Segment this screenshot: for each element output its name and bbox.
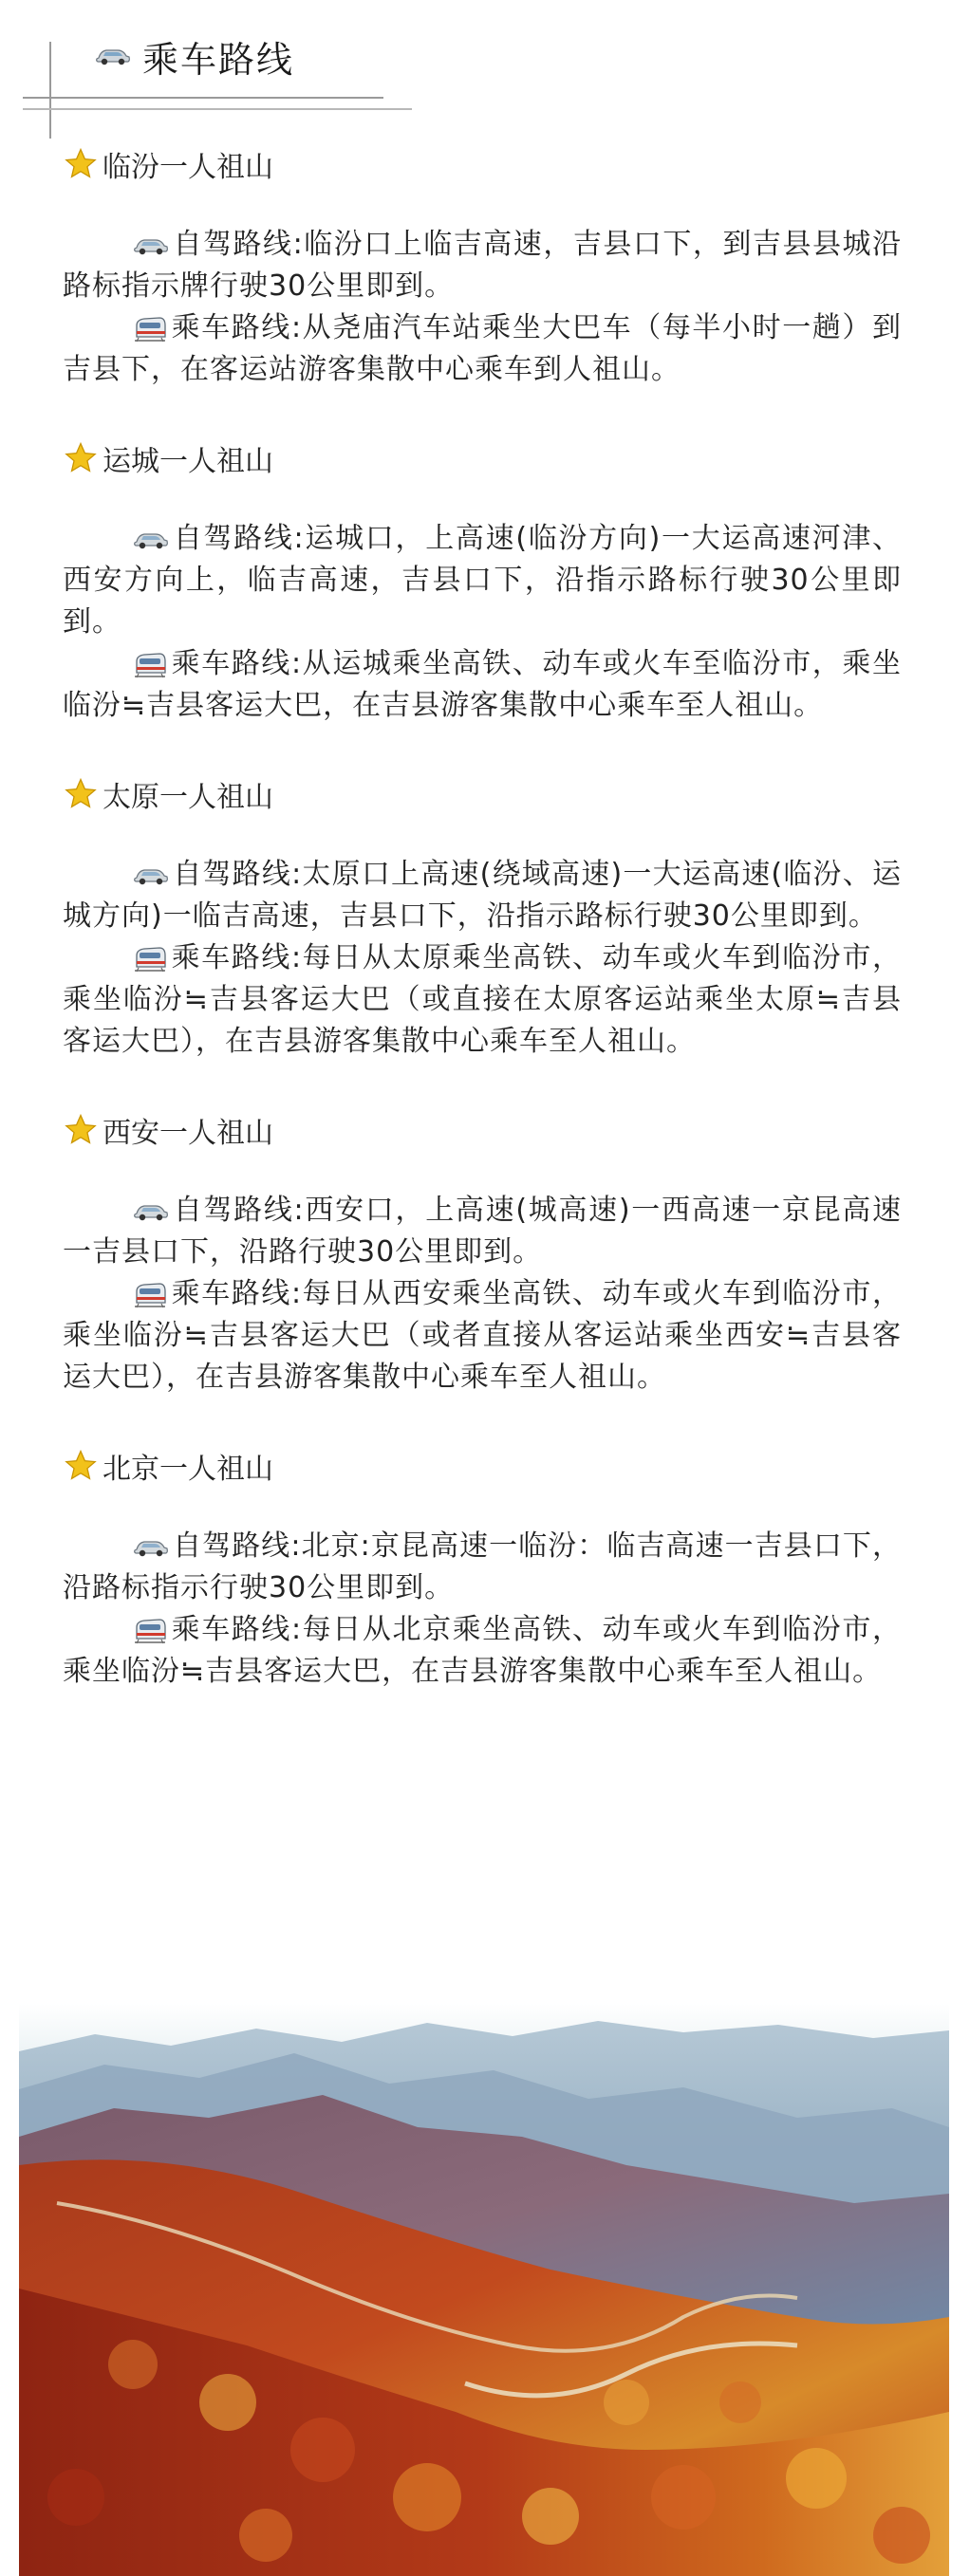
route-section	[63, 436, 902, 727]
section-title: 北京一人祖山	[103, 1453, 273, 1486]
section-heading	[63, 1108, 902, 1152]
drive-route	[63, 1190, 902, 1273]
star-icon	[63, 776, 99, 812]
section-title: 太原一人祖山	[103, 781, 273, 814]
drive-route	[63, 518, 902, 643]
header	[0, 0, 970, 142]
section-heading	[63, 772, 902, 816]
car-icon	[133, 530, 169, 549]
page-title: 乘车路线	[142, 38, 295, 81]
bus-route-text: 乘车路线:每日从西安乘坐高铁、动车或火车到临汾市，乘坐临汾≒吉县客运大巴（或者直接从客运站乘坐西安≒吉县客运大巴），在吉县游客集散中心乘车至人祖山。	[63, 1277, 902, 1394]
car-icon	[133, 236, 169, 255]
header-rule	[23, 97, 383, 99]
train-icon	[133, 648, 167, 682]
car-icon	[133, 1538, 169, 1557]
drive-route-text: 自驾路线:西安口，上高速(城高速)一西高速一京昆高速一吉县口下，沿路行驶30公里即到。	[63, 1194, 902, 1269]
header-rule-lower	[23, 108, 412, 110]
section-heading	[63, 142, 902, 186]
section-heading	[63, 1444, 902, 1488]
bus-route-text: 乘车路线:从尧庙汽车站乘坐大巴车（每半小时一趟）到吉县下，在客运站游客集散中心乘车到人祖山。	[63, 311, 902, 386]
bus-route	[63, 1273, 902, 1399]
star-icon	[63, 1112, 99, 1148]
train-icon	[133, 1278, 167, 1312]
bus-route	[63, 1609, 902, 1693]
car-icon	[133, 866, 169, 885]
drive-route	[63, 1526, 902, 1609]
star-icon	[63, 440, 99, 476]
car-icon	[133, 1202, 169, 1221]
section-heading	[63, 436, 902, 480]
drive-route-text: 自驾路线:北京:京昆高速一临汾：临吉高速一吉县口下，沿路标指示行驶30公里即到。	[63, 1529, 902, 1604]
train-icon	[133, 1614, 167, 1648]
star-icon	[63, 1448, 99, 1484]
drive-route	[63, 854, 902, 937]
header-title-wrap	[95, 32, 294, 80]
autumn-mountain-photo	[19, 2004, 949, 2576]
drive-route-text: 自驾路线:运城口，上高速(临汾方向)一大运高速河津、西安方向上，临吉高速，吉县口下，沿指示路标行驶30公里即到。	[63, 522, 902, 639]
drive-route-text: 自驾路线:太原口上高速(绕域高速)一大运高速(临汾、运城方向)一临吉高速，吉县口下，沿指示路标行驶30公里即到。	[63, 858, 902, 933]
drive-route	[63, 224, 902, 307]
bus-route-text: 乘车路线:每日从北京乘坐高铁、动车或火车到临汾市，乘坐临汾≒吉县客运大巴，在吉县游客集散中心乘车至人祖山。	[63, 1613, 902, 1688]
section-title: 运城一人祖山	[103, 445, 273, 478]
route-section	[63, 1444, 902, 1693]
train-icon	[133, 312, 167, 346]
route-section	[63, 1108, 902, 1399]
drive-route-text: 自驾路线:临汾口上临吉高速，吉县口下，到吉县县城沿路标指示牌行驶30公里即到。	[63, 228, 902, 303]
bus-route	[63, 643, 902, 727]
bus-route	[63, 307, 902, 391]
route-section	[63, 142, 902, 391]
header-vertical-rule	[49, 42, 51, 139]
bus-route	[63, 937, 902, 1063]
star-icon	[63, 146, 99, 182]
train-icon	[133, 942, 167, 976]
car-icon	[95, 46, 131, 65]
route-list	[63, 142, 902, 1693]
section-title: 临汾一人祖山	[103, 151, 273, 184]
bus-route-text: 乘车路线:每日从太原乘坐高铁、动车或火车到临汾市，乘坐临汾≒吉县客运大巴（或直接在太原客运站乘坐太原≒吉县客运大巴），在吉县游客集散中心乘车至人祖山。	[63, 941, 902, 1058]
section-title: 西安一人祖山	[103, 1117, 273, 1150]
route-section	[63, 772, 902, 1063]
bus-route-text: 乘车路线:从运城乘坐高铁、动车或火车至临汾市，乘坐临汾≒吉县客运大巴，在吉县游客集散中心乘车至人祖山。	[63, 647, 902, 722]
